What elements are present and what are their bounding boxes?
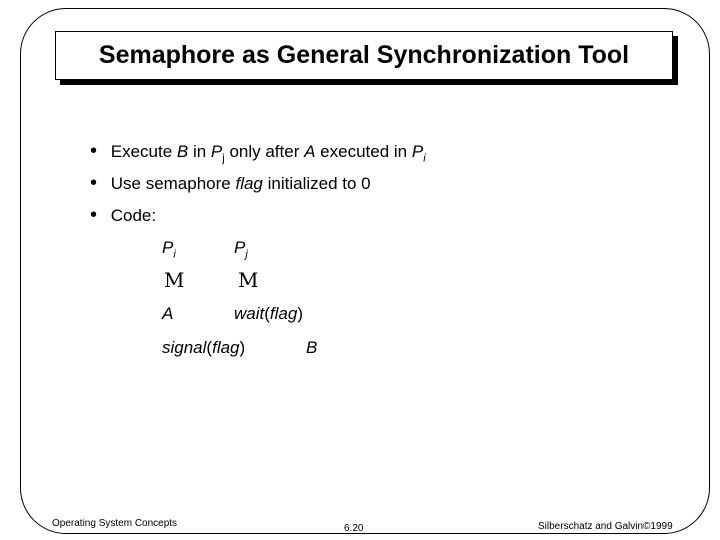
code-process-name: P [234,238,246,257]
bullet-text: Use semaphore [110,174,236,193]
code-fn: signal [162,338,207,357]
bullet-text: executed in [315,142,412,161]
bullet-icon: • [90,172,98,194]
bullet-var: A [304,142,316,161]
title-box [55,31,673,80]
slide-title: Semaphore as General Synchronization Tool [98,41,630,69]
bullet-text: in [188,142,211,161]
footer-book-title: Operating System Concepts [52,518,178,529]
bullet-item [90,174,371,194]
bullet-subscript: i [423,152,426,165]
bullet-subscript: j [222,152,225,165]
bullet-item [90,142,426,164]
code-line-b: B [306,338,318,357]
bullet-var: P [210,142,223,161]
code-header-pj [234,238,248,260]
bullet-text: Code: [110,206,157,225]
code-arg: flag [269,304,298,323]
code-paren: ) [297,304,303,323]
code-line-a: A [162,304,174,323]
code-paren: ( [264,304,270,323]
code-process-name: P [162,238,174,257]
bullet-var: B [176,142,189,161]
code-header-pi [162,238,176,260]
code-process-subscript: j [245,248,248,261]
bullet-var: flag [235,174,263,193]
code-fn: wait [234,304,265,323]
slide-frame [20,8,710,534]
bullet-icon: • [90,140,98,162]
footer-authors: Silberschatz and Galvin©1999 [538,521,673,532]
code-paren: ) [239,338,246,357]
footer-page-number: 6.20 [344,523,364,534]
bullet-var: P [411,142,424,161]
bullet-item [90,206,156,226]
bullet-text: Execute [110,142,177,161]
code-line-wait [234,304,303,324]
bullet-text: only after [224,142,305,161]
code-line-signal [162,338,245,358]
bullet-text: initialized to 0 [262,174,371,193]
code-arg: flag [212,338,240,357]
code-paren: ( [206,338,213,357]
bullet-icon: • [90,204,98,226]
vertical-ellipsis-icon: M [164,268,185,292]
vertical-ellipsis-icon: M [238,268,259,292]
code-process-subscript: i [173,248,176,261]
